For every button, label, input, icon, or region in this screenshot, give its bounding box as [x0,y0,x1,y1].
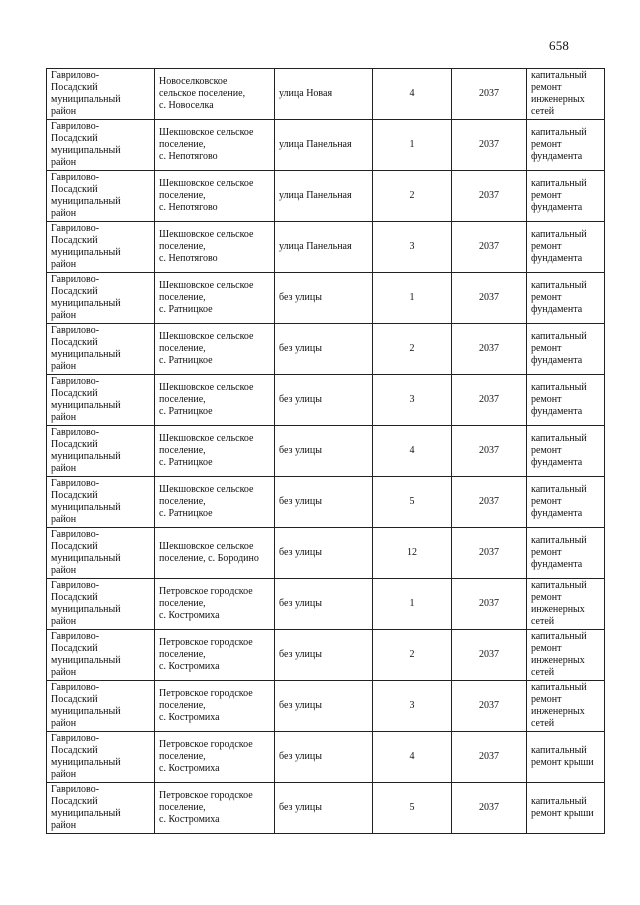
district-cell-line: Посадский [51,337,98,348]
settlement-cell-line: поселение, [159,751,206,762]
work-type-cell [527,69,605,120]
work-type-cell-line: фундамента [531,151,583,162]
table-row [47,171,605,222]
house-number-cell: 1 [373,273,452,324]
district-cell-line: Посадский [51,286,98,297]
work-type-cell-line: ремонт [531,292,562,303]
district-cell-line: район [51,616,77,627]
work-type-cell-line: фундамента [531,406,583,417]
street-cell: без улицы [275,375,373,426]
year-cell: 2037 [452,579,527,630]
district-cell-line: район [51,412,77,423]
settlement-cell [155,630,275,681]
work-type-cell-line: капитальный [531,280,587,291]
district-cell-line: Посадский [51,745,98,756]
district-cell [47,732,155,783]
district-cell-line: Посадский [51,592,98,603]
work-type-cell-line: инженерных [531,655,585,666]
work-type-cell-line: ремонт крыши [531,757,594,768]
table-row [47,732,605,783]
district-cell-line: муниципальный [51,145,121,156]
street-cell: без улицы [275,579,373,630]
district-cell-line: район [51,565,77,576]
district-cell-line: Гаврилово- [51,478,100,489]
house-number-cell: 3 [373,222,452,273]
work-type-cell-line: ремонт [531,694,562,705]
district-cell-line: Гаврилово- [51,631,100,642]
work-type-cell [527,120,605,171]
district-cell-line: район [51,310,77,321]
work-type-cell-line: капитальный [531,631,587,642]
work-type-cell-line: ремонт [531,82,562,93]
work-type-cell [527,477,605,528]
work-type-cell-line: ремонт [531,643,562,654]
table-row [47,69,605,120]
district-cell-line: Посадский [51,694,98,705]
district-cell [47,171,155,222]
work-type-cell-line: сетей [531,106,555,117]
work-type-cell [527,222,605,273]
settlement-cell-line: с. Костромиха [159,814,220,825]
work-type-cell-line: капитальный [531,70,587,81]
settlement-cell [155,732,275,783]
street-cell: без улицы [275,783,373,834]
district-cell-line: муниципальный [51,808,121,819]
district-cell [47,579,155,630]
district-cell-line: муниципальный [51,502,121,513]
year-cell: 2037 [452,171,527,222]
work-type-cell-line: капитальный [531,382,587,393]
work-type-cell-line: фундамента [531,355,583,366]
district-cell-line: Гаврилово- [51,529,100,540]
district-cell-line: Посадский [51,643,98,654]
settlement-cell-line: поселение, [159,802,206,813]
year-cell: 2037 [452,69,527,120]
district-cell [47,120,155,171]
settlement-cell [155,783,275,834]
year-cell: 2037 [452,273,527,324]
settlement-cell-line: с. Костромиха [159,610,220,621]
house-number-cell: 1 [373,120,452,171]
district-cell-line: Гаврилово- [51,376,100,387]
district-cell [47,426,155,477]
settlement-cell-line: поселение, [159,343,206,354]
work-type-cell-line: инженерных [531,94,585,105]
street-cell: без улицы [275,630,373,681]
table-row [47,324,605,375]
settlement-cell-line: поселение, [159,139,206,150]
settlement-cell-line: поселение, [159,496,206,507]
work-type-cell [527,579,605,630]
year-cell: 2037 [452,732,527,783]
district-cell-line: муниципальный [51,553,121,564]
district-cell-line: Гаврилово- [51,427,100,438]
settlement-cell-line: Петровское городское [159,586,253,597]
settlement-cell [155,273,275,324]
district-cell-line: муниципальный [51,604,121,615]
house-number-cell: 4 [373,69,452,120]
work-type-cell-line: сетей [531,616,555,627]
street-cell: без улицы [275,528,373,579]
work-type-cell [527,630,605,681]
settlement-cell [155,375,275,426]
settlement-cell [155,681,275,732]
street-cell: без улицы [275,681,373,732]
district-cell [47,528,155,579]
settlement-cell [155,69,275,120]
settlement-cell-line: с. Костромиха [159,712,220,723]
street-cell: улица Панельная [275,171,373,222]
work-type-cell-line: сетей [531,667,555,678]
work-type-cell-line: капитальный [531,229,587,240]
table-row [47,630,605,681]
house-number-cell: 2 [373,171,452,222]
settlement-cell [155,426,275,477]
work-type-cell-line: фундамента [531,508,583,519]
work-type-cell [527,375,605,426]
district-cell-line: Посадский [51,541,98,552]
work-type-cell-line: ремонт [531,592,562,603]
street-cell: без улицы [275,324,373,375]
work-type-cell-line: ремонт [531,547,562,558]
district-cell-line: Гаврилово- [51,733,100,744]
settlement-cell-line: Шекшовское сельское [159,127,254,138]
district-cell-line: Посадский [51,82,98,93]
table-row [47,426,605,477]
table-row [47,273,605,324]
district-cell-line: муниципальный [51,196,121,207]
work-type-cell-line: капитальный [531,745,587,756]
district-cell [47,681,155,732]
house-number-cell: 2 [373,324,452,375]
year-cell: 2037 [452,426,527,477]
settlement-cell-line: поселение, [159,649,206,660]
settlement-cell-line: Шекшовское сельское [159,280,254,291]
work-type-cell-line: капитальный [531,433,587,444]
district-cell-line: муниципальный [51,655,121,666]
district-cell-line: Посадский [51,490,98,501]
street-cell: улица Панельная [275,120,373,171]
district-cell [47,69,155,120]
district-cell-line: Посадский [51,184,98,195]
district-cell [47,273,155,324]
settlement-cell-line: Шекшовское сельское [159,541,254,552]
work-type-cell-line: капитальный [531,682,587,693]
settlement-cell [155,120,275,171]
house-number-cell: 5 [373,477,452,528]
work-type-cell-line: капитальный [531,796,587,807]
house-number-cell: 12 [373,528,452,579]
settlement-cell-line: с. Ратницкое [159,406,213,417]
work-type-cell-line: фундамента [531,202,583,213]
district-cell-line: муниципальный [51,349,121,360]
work-type-cell [527,783,605,834]
work-type-cell-line: капитальный [531,127,587,138]
district-cell-line: район [51,667,77,678]
work-type-cell-line: ремонт [531,241,562,252]
house-number-cell: 1 [373,579,452,630]
housing-repair-table [46,68,605,834]
settlement-cell [155,477,275,528]
district-cell-line: район [51,514,77,525]
settlement-cell-line: поселение, [159,190,206,201]
work-type-cell [527,528,605,579]
work-type-cell-line: фундамента [531,304,583,315]
work-type-cell-line: капитальный [531,580,587,591]
district-cell-line: район [51,208,77,219]
table-row [47,579,605,630]
street-cell: без улицы [275,273,373,324]
district-cell-line: муниципальный [51,298,121,309]
house-number-cell: 4 [373,426,452,477]
district-cell-line: Гаврилово- [51,121,100,132]
settlement-cell-line: Шекшовское сельское [159,433,254,444]
settlement-cell-line: с. Новоселка [159,100,214,111]
settlement-cell-line: с. Непотягово [159,253,218,264]
district-cell-line: Гаврилово- [51,70,100,81]
district-cell [47,375,155,426]
settlement-cell-line: с. Непотягово [159,202,218,213]
year-cell: 2037 [452,120,527,171]
work-type-cell-line: ремонт [531,445,562,456]
house-number-cell: 3 [373,681,452,732]
page-number: 658 [549,38,570,53]
house-number-cell: 4 [373,732,452,783]
district-cell [47,477,155,528]
work-type-cell-line: сетей [531,718,555,729]
year-cell: 2037 [452,324,527,375]
district-cell-line: Гаврилово- [51,325,100,336]
settlement-cell-line: Шекшовское сельское [159,178,254,189]
settlement-cell-line: с. Ратницкое [159,304,213,315]
work-type-cell-line: капитальный [531,484,587,495]
settlement-cell-line: Шекшовское сельское [159,484,254,495]
house-number-cell: 5 [373,783,452,834]
work-type-cell-line: фундамента [531,559,583,570]
work-type-cell-line: фундамента [531,457,583,468]
district-cell-line: Гаврилово- [51,784,100,795]
district-cell-line: район [51,769,77,780]
settlement-cell-line: поселение, [159,292,206,303]
district-cell-line: Гаврилово- [51,274,100,285]
table-row [47,528,605,579]
work-type-cell-line: капитальный [531,535,587,546]
district-cell-line: муниципальный [51,706,121,717]
district-cell-line: муниципальный [51,757,121,768]
year-cell: 2037 [452,528,527,579]
settlement-cell-line: Петровское городское [159,739,253,750]
house-number-cell: 2 [373,630,452,681]
settlement-cell-line: поселение, [159,241,206,252]
settlement-cell [155,222,275,273]
district-cell-line: муниципальный [51,451,121,462]
district-cell-line: Посадский [51,796,98,807]
street-cell: улица Новая [275,69,373,120]
work-type-cell [527,681,605,732]
district-cell-line: район [51,106,77,117]
settlement-cell-line: с. Ратницкое [159,508,213,519]
table-row [47,783,605,834]
year-cell: 2037 [452,477,527,528]
district-cell-line: муниципальный [51,400,121,411]
district-cell [47,222,155,273]
settlement-cell [155,324,275,375]
district-cell-line: Гаврилово- [51,223,100,234]
settlement-cell-line: Новоселковское [159,76,228,87]
work-type-cell [527,273,605,324]
district-cell-line: Посадский [51,439,98,450]
street-cell: без улицы [275,426,373,477]
settlement-cell-line: Шекшовское сельское [159,229,254,240]
district-cell-line: Посадский [51,133,98,144]
settlement-cell [155,528,275,579]
settlement-cell-line: Петровское городское [159,790,253,801]
district-cell-line: Гаврилово- [51,172,100,183]
table-row [47,375,605,426]
year-cell: 2037 [452,375,527,426]
district-cell-line: район [51,463,77,474]
house-number-cell: 3 [373,375,452,426]
settlement-cell-line: поселение, [159,445,206,456]
work-type-cell-line: капитальный [531,331,587,342]
street-cell: без улицы [275,732,373,783]
district-cell-line: Гаврилово- [51,682,100,693]
district-cell-line: район [51,361,77,372]
work-type-cell [527,171,605,222]
year-cell: 2037 [452,222,527,273]
work-type-cell-line: фундамента [531,253,583,264]
settlement-cell-line: поселение, [159,700,206,711]
district-cell [47,324,155,375]
work-type-cell-line: капитальный [531,178,587,189]
district-cell-line: муниципальный [51,94,121,105]
district-cell-line: Посадский [51,388,98,399]
settlement-cell-line: поселение, [159,598,206,609]
work-type-cell-line: инженерных [531,604,585,615]
district-cell-line: Посадский [51,235,98,246]
year-cell: 2037 [452,783,527,834]
work-type-cell-line: ремонт [531,139,562,150]
settlement-cell-line: Петровское городское [159,637,253,648]
district-cell [47,630,155,681]
table-row [47,120,605,171]
settlement-cell [155,579,275,630]
work-type-cell-line: ремонт [531,394,562,405]
district-cell-line: Гаврилово- [51,580,100,591]
work-type-cell-line: инженерных [531,706,585,717]
settlement-cell-line: Шекшовское сельское [159,382,254,393]
settlement-cell-line: с. Ратницкое [159,355,213,366]
street-cell: улица Панельная [275,222,373,273]
table-row [47,222,605,273]
work-type-cell [527,324,605,375]
year-cell: 2037 [452,630,527,681]
district-cell-line: район [51,157,77,168]
settlement-cell-line: сельское поселение, [159,88,246,99]
settlement-cell-line: с. Непотягово [159,151,218,162]
district-cell-line: муниципальный [51,247,121,258]
table-body [47,69,605,834]
year-cell: 2037 [452,681,527,732]
settlement-cell-line: поселение, с. Бородино [159,553,259,564]
work-type-cell-line: ремонт крыши [531,808,594,819]
work-type-cell [527,732,605,783]
settlement-cell-line: Петровское городское [159,688,253,699]
street-cell: без улицы [275,477,373,528]
settlement-cell-line: с. Ратницкое [159,457,213,468]
settlement-cell [155,171,275,222]
settlement-cell-line: с. Костромиха [159,661,220,672]
work-type-cell-line: ремонт [531,343,562,354]
work-type-cell [527,426,605,477]
settlement-cell-line: Шекшовское сельское [159,331,254,342]
work-type-cell-line: ремонт [531,190,562,201]
district-cell-line: район [51,718,77,729]
district-cell [47,783,155,834]
work-type-cell-line: ремонт [531,496,562,507]
district-cell-line: район [51,259,77,270]
settlement-cell-line: поселение, [159,394,206,405]
table-row [47,477,605,528]
settlement-cell-line: с. Костромиха [159,763,220,774]
district-cell-line: район [51,820,77,831]
table-row [47,681,605,732]
